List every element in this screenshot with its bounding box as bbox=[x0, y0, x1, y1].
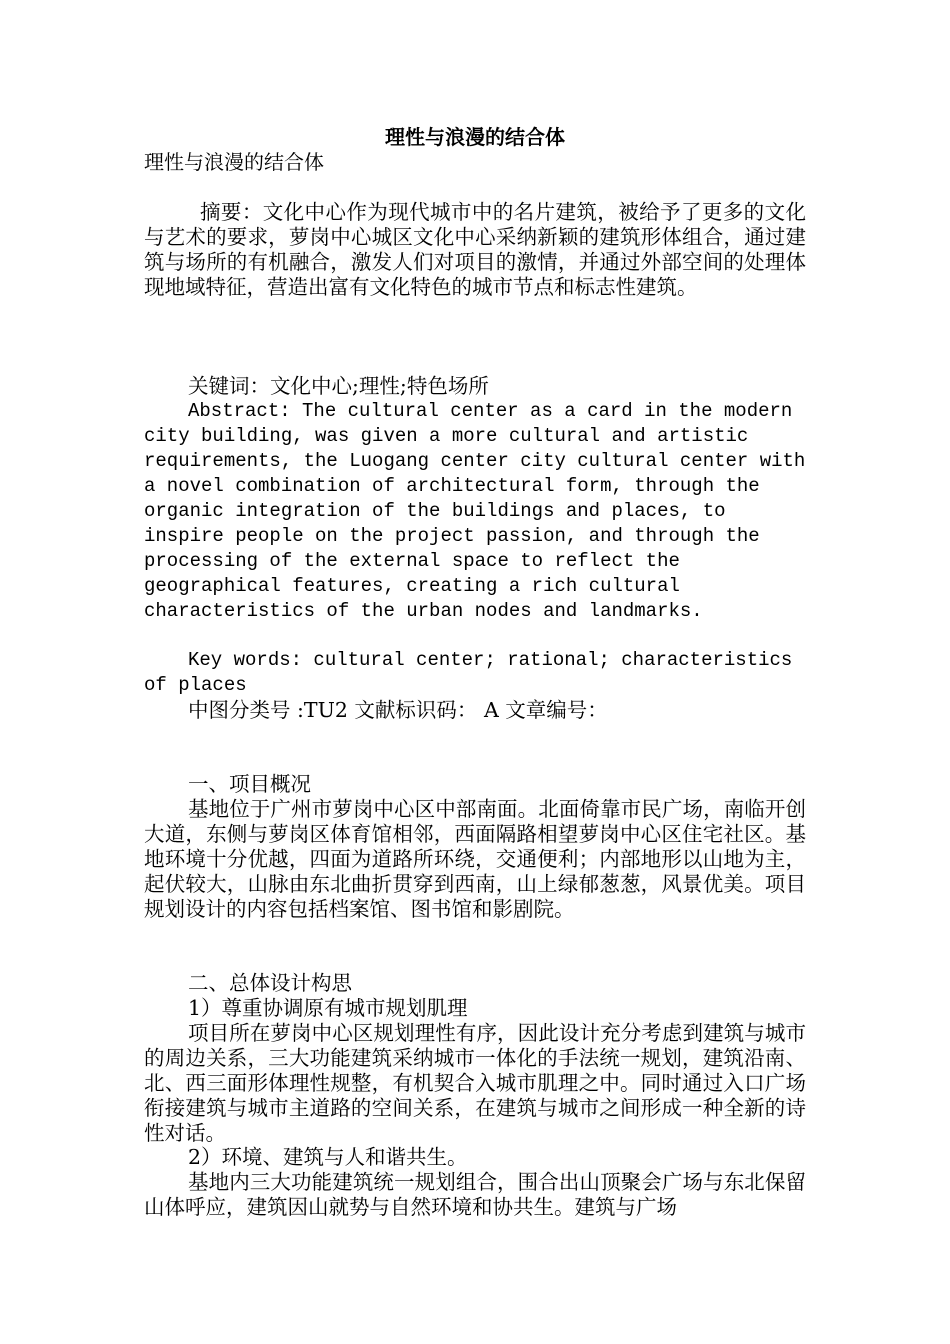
classification-line: 中图分类号 :TU2 文献标识码： A 文章编号： bbox=[188, 698, 608, 722]
subsection-body-1: 项目所在萝岗中心区规划理性有序，因此设计充分考虑到建筑与城市的周边关系，三大功能建筑采纳城市一体化的手法统一规划，建筑沿南、北、西三面形体理性规整，有机契合入城市肌理之中。同时通过入口广场衔接建筑与城市主道路的空间关系，在建筑与城市之间形成一种全新的诗性对话。 bbox=[144, 1021, 806, 1145]
section-body-overview: 基地位于广州市萝岗中心区中部南面。北面倚靠市民广场，南临开创大道，东侧与萝岗区体育馆相邻，西面隔路相望萝岗中心区住宅社区。基地环境十分优越，四面为道路所环绕，交通便利；内部地形以山地为主，起伏较大，山脉由东北曲折贯穿到西南，山上绿郁葱葱，风景优美。项目规划设计的内容包括档案馆、图书馆和影剧院。 bbox=[144, 797, 806, 921]
abstract-cn: 摘要：文化中心作为现代城市中的名片建筑，被给予了更多的文化与艺术的要求，萝岗中心城区文化中心采纳新颖的建筑形体组合，通过建筑与场所的有机融合，激发人们对项目的激情，并通过外部空间的处理体现地域特征，营造出富有文化特色的城市节点和标志性建筑。 bbox=[144, 200, 806, 299]
abstract-en: Abstract: The cultural center as a card in the modern city building, was given a more cultural and artistic requirements, the Luogang center city cultural center with a novel combination of architectural form, through the organic integration of the buildings and places, to inspire people on the project passion, and through the processing of the external space to reflect the geographical features, creating a rich cultural characteristics of the urban nodes and landmarks. bbox=[144, 400, 806, 622]
subsection-heading-1: 1）尊重协调原有城市规划肌理 bbox=[188, 996, 468, 1020]
document-title: 理性与浪漫的结合体 bbox=[385, 125, 565, 149]
document-subtitle: 理性与浪漫的结合体 bbox=[144, 150, 324, 174]
subsection-body-2: 基地内三大功能建筑统一规划组合，围合出山顶聚会广场与东北保留山体呼应，建筑因山就势与自然环境和协共生。建筑与广场 bbox=[144, 1170, 806, 1219]
section-heading-design: 二、总体设计构思 bbox=[188, 971, 352, 995]
keywords-cn: 关键词：文化中心;理性;特色场所 bbox=[188, 374, 489, 398]
subsection-heading-2: 2）环境、建筑与人和谐共生。 bbox=[188, 1145, 468, 1169]
section-heading-overview: 一、项目概况 bbox=[188, 772, 311, 796]
keywords-en: Key words: cultural center; rational; characteristics of places bbox=[144, 649, 793, 696]
